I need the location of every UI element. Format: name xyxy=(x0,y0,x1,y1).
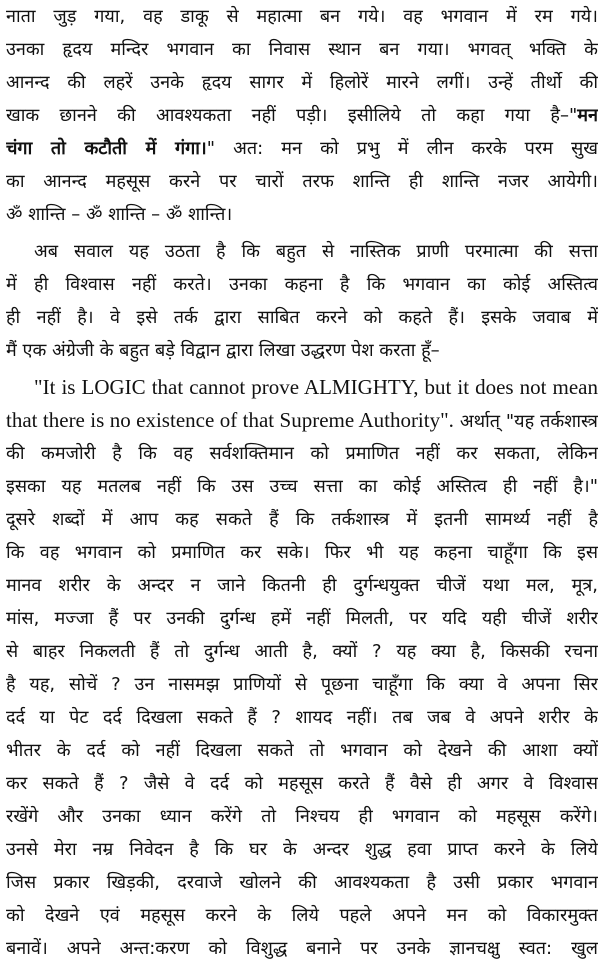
line-text: उनका हृदय मन्दिर भगवान का निवास स्थान बन गया। भगवत् भक्ति के xyxy=(6,39,598,60)
line-text: में ही विश्वास नहीं करते। उनका कहना है कि भगवान का कोई अस्तित्व xyxy=(6,274,598,295)
line-text: कि वह भगवान को प्रमाणित कर सके। फिर भी यह कहना चाहूँगा कि इस xyxy=(6,542,598,563)
text-line xyxy=(6,66,598,99)
line-text: का आनन्द महसूस करने पर चारों तरफ शान्ति ही शान्ति नजर आयेगी। xyxy=(6,171,598,192)
line-text: से बाहर निकलती हैं तो दुर्गन्ध आती है, क्यों ? यह क्या है, किसकी रचना xyxy=(6,641,598,662)
line-text: उनसे मेरा नम्र निवेदन है कि घर के अन्दर शुद्ध हवा प्राप्त करने के लिये xyxy=(6,839,598,860)
text-line xyxy=(6,33,598,66)
text-line xyxy=(6,932,598,965)
line-text: नाता जुड़ गया, वह डाकू से महात्मा बन गये। वह भगवान में रम गये। xyxy=(6,6,598,27)
line-text: को देखने एवं महसूस करने के लिये पहले अपने मन को विकारमुक्त xyxy=(6,905,598,926)
text-line xyxy=(6,99,598,132)
line-text: ॐ शान्ति – ॐ शान्ति – ॐ शान्ति। xyxy=(6,204,233,225)
text-line xyxy=(6,301,598,334)
line-text: कर सकते हैं ? जैसे वे दर्द को महसूस करते हैं वैसे ही अगर वे विश्वास xyxy=(6,773,598,794)
text-line xyxy=(6,404,598,437)
line-text: है यह, सोचें ? उन नासमझ प्राणियों से पूछना चाहूँगा कि क्या वे अपना सिर xyxy=(6,674,598,695)
line-text: इसका यह मतलब नहीं कि उस उच्च सत्ता का कोई अस्तित्व ही नहीं है।" xyxy=(6,476,598,497)
line-text: मैं एक अंग्रेजी के बहुत बड़े विद्वान द्वारा लिखा उद्धरण पेश करता हूँ– xyxy=(6,340,440,361)
line-text: खाक छानने की आवश्यकता नहीं पड़ी। इसीलिये तो कहा गया है–" xyxy=(6,105,578,126)
text-line xyxy=(6,767,598,800)
line-text: बनावें। अपने अन्त:करण को विशुद्ध बनाने पर उनके ज्ञानचक्षु स्वत: खुल xyxy=(6,938,598,959)
line-text: " अत: मन को प्रभु में लीन करके परम सुख xyxy=(206,138,598,159)
text-line xyxy=(6,437,598,470)
text-line xyxy=(6,268,598,301)
text-line xyxy=(6,569,598,602)
text-line xyxy=(6,198,598,231)
line-text: अर्थात् "यह तर्कशास्त्र xyxy=(453,411,598,432)
text-line xyxy=(6,668,598,701)
text-line xyxy=(6,833,598,866)
line-text: रखेंगे और उनका ध्यान करेंगे तो निश्चय ही भगवान को महसूस करेंगे। xyxy=(6,806,598,827)
text-line xyxy=(6,536,598,569)
english-quote: that there is no existence of that Supreme Authority". xyxy=(6,408,454,432)
text-line xyxy=(6,132,598,165)
bold-quote-text: चंगा तो कटौती में गंगा। xyxy=(6,138,207,159)
line-text: मांस, मज्जा हैं पर उनकी दुर्गन्ध हमें नहीं मिलती, पर यदि यही चीजें शरीर xyxy=(6,608,598,629)
text-line xyxy=(6,0,598,33)
line-text: की कमजोरी है कि वह सर्वशक्तिमान को प्रमाणित नहीं कर सकता, लेकिन xyxy=(6,443,598,464)
line-text: दर्द या पेट दर्द दिखला सकते हैं ? शायद नहीं। तब जब वे अपने शरीर के xyxy=(6,707,598,728)
line-text: जिस प्रकार खिड़की, दरवाजे खोलने की आवश्यकता है उसी प्रकार भगवान xyxy=(6,872,598,893)
line-text: अब सवाल यह उठता है कि बहुत से नास्तिक प्राणी परमात्मा की सत्ता xyxy=(34,241,598,262)
line-text: आनन्द की लहरें उनके हृदय सागर में हिलोरें मारने लगीं। उन्हें तीर्थो की xyxy=(6,72,598,93)
line-text: ही नहीं है। वे इसे तर्क द्वारा साबित करने को कहते हैं। इसके जवाब में xyxy=(6,307,598,328)
text-line xyxy=(6,800,598,833)
text-line xyxy=(6,701,598,734)
text-line xyxy=(6,503,598,536)
line-text: मानव शरीर के अन्दर न जाने कितनी ही दुर्गन्धयुक्त चीजें यथा मल, मूत्र, xyxy=(6,575,598,596)
text-line xyxy=(6,334,598,367)
text-line xyxy=(6,899,598,932)
text-line xyxy=(6,165,598,198)
text-line xyxy=(6,470,598,503)
english-quote: "It is LOGIC that cannot prove ALMIGHTY, but it does not mean xyxy=(34,375,598,399)
line-text: दूसरे शब्दों में आप कह सकते हैं कि तर्कशास्त्र में इतनी सामर्थ्य नहीं है xyxy=(6,509,598,530)
bold-quote-text: मन xyxy=(577,105,598,126)
text-line xyxy=(6,635,598,668)
paragraph-first-line xyxy=(34,235,598,268)
text-line xyxy=(6,734,598,767)
paragraph-first-line xyxy=(34,371,598,404)
text-line xyxy=(6,602,598,635)
line-text: भीतर के दर्द को नहीं दिखला सकते तो भगवान को देखने की आशा क्यों xyxy=(6,740,598,761)
text-line xyxy=(6,866,598,899)
